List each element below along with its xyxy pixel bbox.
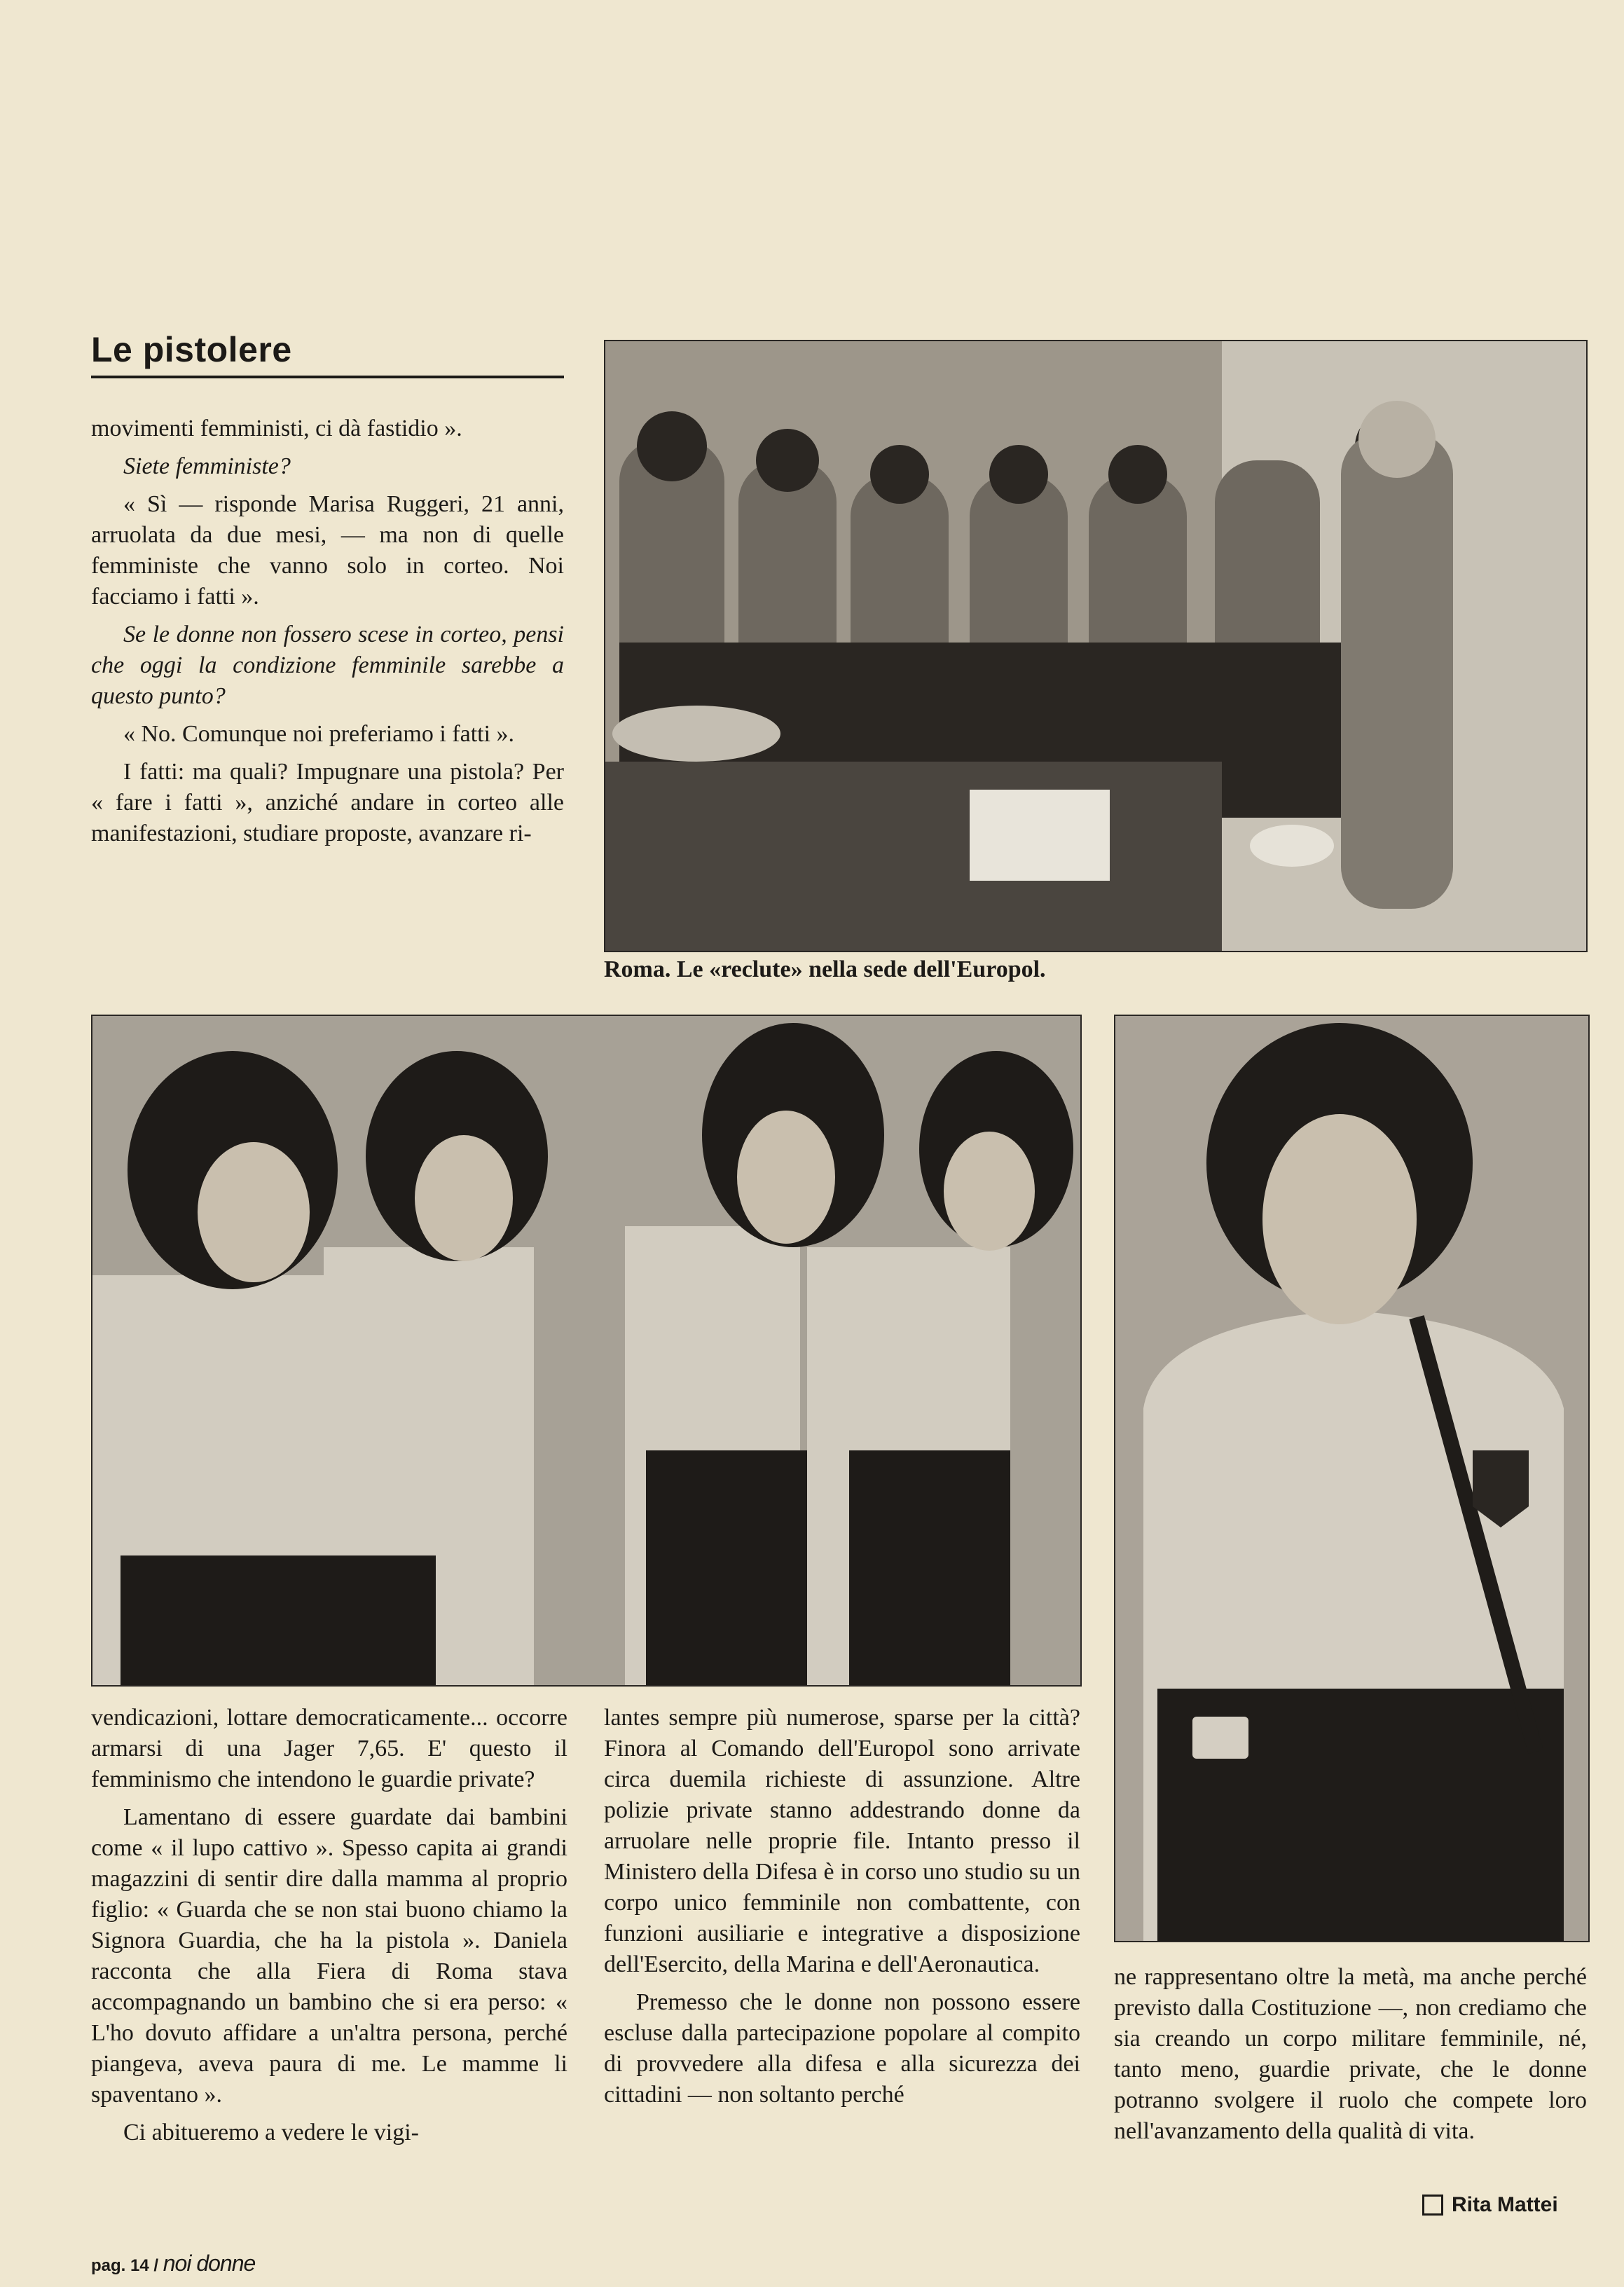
footer-separator: / bbox=[153, 2256, 159, 2275]
article-column-4 bbox=[1114, 1962, 1587, 2154]
section-title: Le pistolere bbox=[91, 329, 564, 378]
paragraph: « Sì — risponde Marisa Ruggeri, 21 anni, arruolata da due mesi, — ma non di quelle femministe che vanno solo in corteo. Noi facciamo i fatti ». bbox=[91, 491, 564, 610]
photo-women-guards-group bbox=[91, 1015, 1082, 1687]
photo-woman-guard-portrait bbox=[1114, 1015, 1590, 1942]
end-mark-square-icon bbox=[1422, 2195, 1443, 2216]
photo-office-illustration bbox=[605, 341, 1586, 951]
photo-office-recruits bbox=[604, 340, 1588, 952]
paragraph: lantes sempre più numerose, sparse per la città? Finora al Comando dell'Europol sono arrivate circa duemila richieste di assunzione. Altre polizie private stanno addestrando donne da arruolare nelle proprie file. Intanto presso il Ministero della Difesa è in corso uno studio su un corpo unico femminile non combattente, con funzioni ausiliarie e integrative a disposizione dell'Esercito, della Marina e dell'Aeronautica. bbox=[604, 1705, 1080, 1977]
paragraph: Ci abitueremo a vedere le vigi- bbox=[123, 2120, 419, 2145]
interview-question: Siete femministe? bbox=[123, 453, 291, 479]
article-column-2 bbox=[91, 1703, 567, 2155]
page-footer bbox=[91, 2251, 255, 2276]
photo-portrait-illustration bbox=[1115, 1016, 1588, 1941]
photo-caption: Roma. Le «reclute» nella sede dell'Europol. bbox=[604, 956, 1046, 982]
page-number: pag. 14 bbox=[91, 2256, 149, 2275]
magazine-logo: noi donne bbox=[163, 2251, 256, 2276]
article-column-3 bbox=[604, 1703, 1080, 2117]
photo-group-illustration bbox=[92, 1016, 1080, 1685]
author-signature bbox=[1422, 2193, 1558, 2217]
author-name: Rita Mattei bbox=[1452, 2193, 1558, 2216]
paragraph: « No. Comunque noi preferiamo i fatti ». bbox=[123, 721, 515, 747]
paragraph: Lamentano di essere guardate dai bambini come « il lupo cattivo ». Spesso capita ai grandi magazzini di sentir dire dalla mamma al proprio figlio: « Guarda che se non stai buono chiamo la Signora Guardia, che ha la pistola ». Daniela racconta che alla Fiera di Roma stava accompagnando un bambino che si era perso: « L'ho dovuto affidare a un'altra persona, perché piangeva, aveva paura di me. Le mamme li spaventano ». bbox=[91, 1804, 567, 2108]
interview-question: Se le donne non fossero scese in corteo, pensi che oggi la condizione femminile sarebbe a questo punto? bbox=[91, 621, 564, 709]
paragraph: vendicazioni, lottare democraticamente... occorre armarsi di una Jager 7,65. E' questo il femminismo che intendono le guardie private? bbox=[91, 1705, 567, 1792]
paragraph: I fatti: ma quali? Impugnare una pistola? Per « fare i fatti », anziché andare in corteo alle manifestazioni, studiare proposte, avanzare ri- bbox=[91, 759, 564, 846]
paragraph: Premesso che le donne non possono essere escluse dalla partecipazione popolare al compito di provvedere alla difesa e alla sicurezza dei cittadini — non soltanto perché bbox=[604, 1989, 1080, 2108]
article-column-1 bbox=[91, 413, 564, 856]
paragraph: movimenti femministi, ci dà fastidio ». bbox=[91, 415, 462, 441]
paragraph: ne rappresentano oltre la metà, ma anche perché previsto dalla Costituzione —, non crediamo che sia creando un corpo militare femminile, né, tanto meno, guardie private, che le donne potranno svolgere il ruolo che compete loro nell'avanzamento della qualità di vita. bbox=[1114, 1964, 1587, 2144]
